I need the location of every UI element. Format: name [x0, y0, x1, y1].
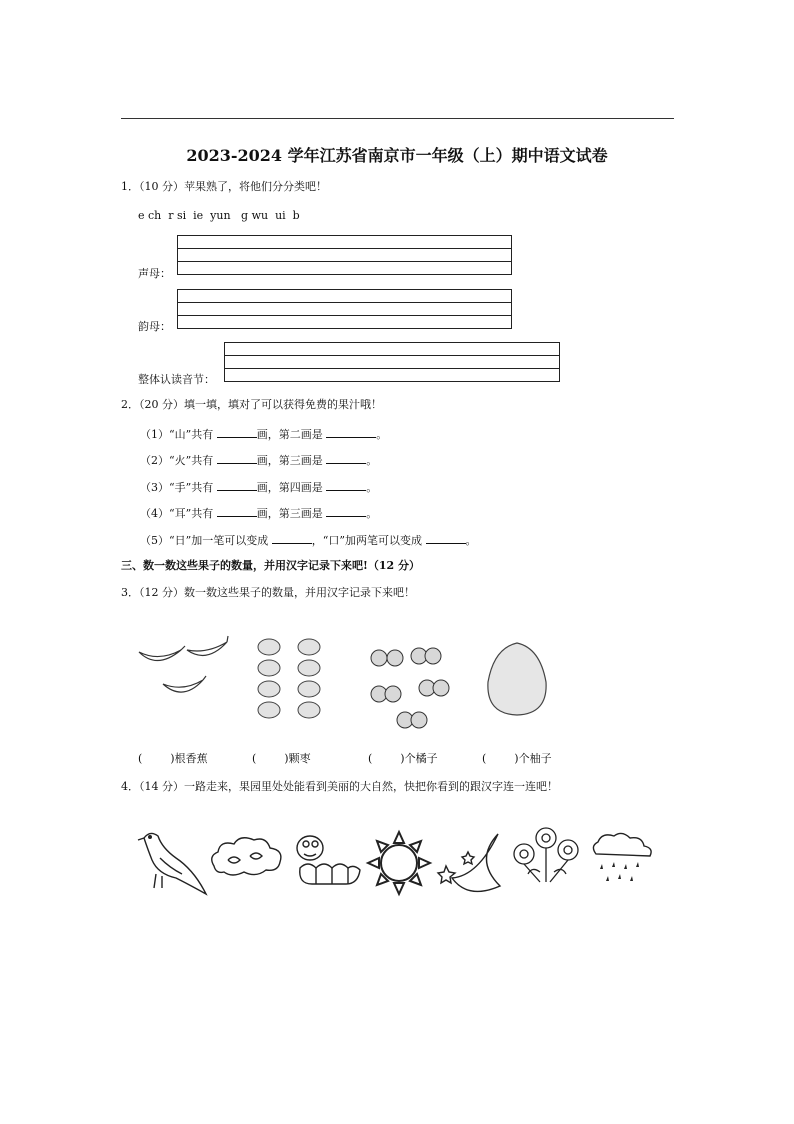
- answer-blank[interactable]: [326, 426, 376, 438]
- q3-heading: 3．（12 分）数一数这些果子的数量，并用汉字记录下来吧！: [121, 586, 415, 599]
- q2-line-1: （1）“山”共有 画，第二画是 。: [140, 428, 388, 441]
- flowers-icon[interactable]: [510, 826, 582, 886]
- q2-line-2: （2）“火”共有 画，第三画是 。: [140, 454, 378, 467]
- section-3-heading: 三、数一数这些果子的数量，并用汉字记录下来吧!（12 分）: [121, 559, 420, 572]
- tangerines-illustration: [365, 644, 455, 734]
- q2-line-4: （4）“耳”共有 画，第三画是 。: [140, 507, 378, 520]
- pomelo-count-answer[interactable]: ( )个柚子: [482, 752, 552, 765]
- answer-blank[interactable]: [326, 452, 366, 464]
- pomelo-illustration: [482, 640, 552, 718]
- caterpillar-icon[interactable]: [290, 828, 362, 896]
- q2-line-3: （3）“手”共有 画，第四画是 。: [140, 481, 378, 494]
- answer-blank[interactable]: [217, 426, 257, 438]
- jujube-count-answer[interactable]: ( )颗枣: [252, 752, 311, 765]
- bananas-illustration: [135, 632, 230, 704]
- jujubes-illustration: [255, 635, 327, 723]
- answer-blank[interactable]: [272, 532, 312, 544]
- moon-stars-icon[interactable]: [438, 830, 510, 898]
- answer-blank[interactable]: [217, 479, 257, 491]
- q2-heading: 2．（20 分）填一填，填对了可以获得免费的果汁哦！: [121, 398, 382, 411]
- yunmu-label: 韵母：: [138, 320, 171, 333]
- q1-heading: 1．（10 分）苹果熟了，将他们分分类吧！: [121, 180, 327, 193]
- q4-heading: 4．（14 分）一路走来，果园里处处能看到美丽的大自然，快把你看到的跟汉字连一连吧！: [121, 780, 558, 793]
- answer-blank[interactable]: [217, 505, 257, 517]
- sun-icon[interactable]: [364, 828, 434, 898]
- bird-icon[interactable]: [136, 828, 208, 898]
- orange-count-answer[interactable]: ( )个橘子: [368, 752, 438, 765]
- answer-blank[interactable]: [217, 452, 257, 464]
- shengmu-label: 声母：: [138, 267, 171, 280]
- banana-count-answer[interactable]: ( )根香蕉: [138, 752, 208, 765]
- top-rule: [121, 118, 674, 119]
- cloud-icon[interactable]: [208, 832, 286, 880]
- answer-blank[interactable]: [426, 532, 466, 544]
- answer-blank[interactable]: [326, 479, 366, 491]
- rain-cloud-icon[interactable]: [588, 830, 658, 892]
- yunmu-writing-grid[interactable]: [177, 289, 512, 329]
- shengmu-writing-grid[interactable]: [177, 235, 512, 275]
- q2-line-5: （5）“日”加一笔可以变成 ，“口”加两笔可以变成 。: [140, 534, 477, 547]
- zhengti-writing-grid[interactable]: [224, 342, 560, 382]
- answer-blank[interactable]: [326, 505, 366, 517]
- q1-letters: e ch r si ie yun g wu ui b: [138, 209, 300, 222]
- page-title: 2023-2024 学年江苏省南京市一年级（上）期中语文试卷: [186, 146, 608, 165]
- zhengti-label: 整体认读音节：: [138, 373, 215, 386]
